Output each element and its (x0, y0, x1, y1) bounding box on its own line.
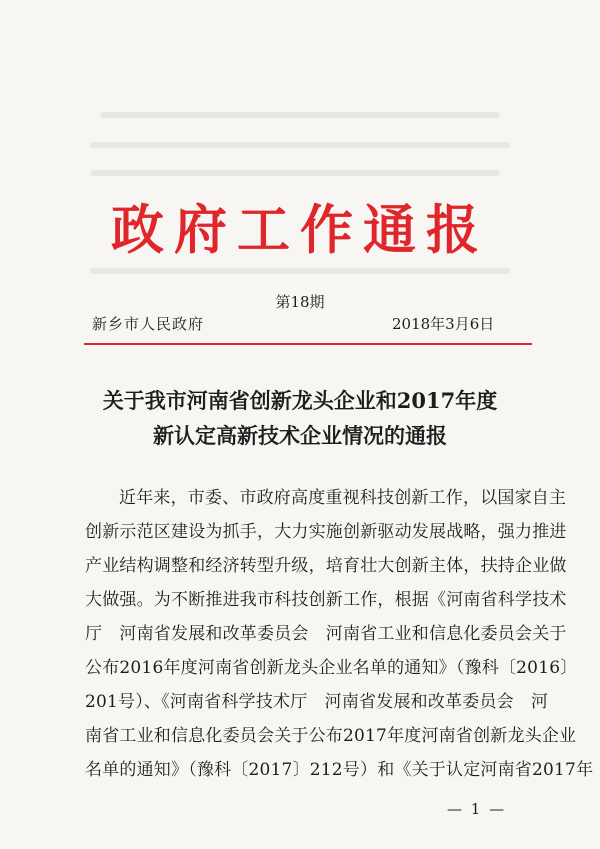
show-through-mark (90, 170, 500, 176)
show-through-mark (100, 112, 500, 118)
body-text-line: 厅 河南省发展和改革委员会 河南省工业和信息化委员会关于 (85, 624, 567, 644)
body-text-line: 201号）、《河南省科学技术厅 河南省发展和改革委员会 河 (85, 692, 549, 712)
body-text-line: 公布2016年度河南省创新龙头企业名单的通知》（豫科〔2016〕 (85, 658, 578, 678)
show-through-mark (90, 142, 510, 148)
issue-date: 2018年3月6日 (392, 315, 495, 333)
body-text-line: 产业结构调整和经济转型升级，培育壮大创新主体，扶持企业做 (85, 556, 567, 576)
issue-number: 第18期 (275, 293, 325, 311)
body-text-line: 近年来，市委、市政府高度重视科技创新工作，以国家自主 (119, 488, 567, 508)
body-text-line: 创新示范区建设为抓手，大力实施创新驱动发展战略，强力推进 (85, 522, 567, 542)
body-text-line: 名单的通知》（豫科〔2017〕212号）和《关于认定河南省2017年 (85, 760, 594, 780)
document-title-line: 新认定高新技术企业情况的通报 (153, 423, 447, 448)
issuer-name: 新乡市人民政府 (92, 315, 205, 333)
document-title-line: 关于我市河南省创新龙头企业和2017年度 (102, 388, 498, 413)
masthead-title: 政府工作通报 (111, 199, 489, 261)
page-number: — 1 — (447, 800, 507, 818)
body-text-line: 大做强。为不断推进我市科技创新工作，根据《河南省科学技术 (85, 590, 567, 610)
red-divider (84, 343, 532, 345)
body-text-line: 南省工业和信息化委员会关于公布2017年度河南省创新龙头企业 (85, 726, 577, 746)
show-through-mark (90, 268, 510, 274)
